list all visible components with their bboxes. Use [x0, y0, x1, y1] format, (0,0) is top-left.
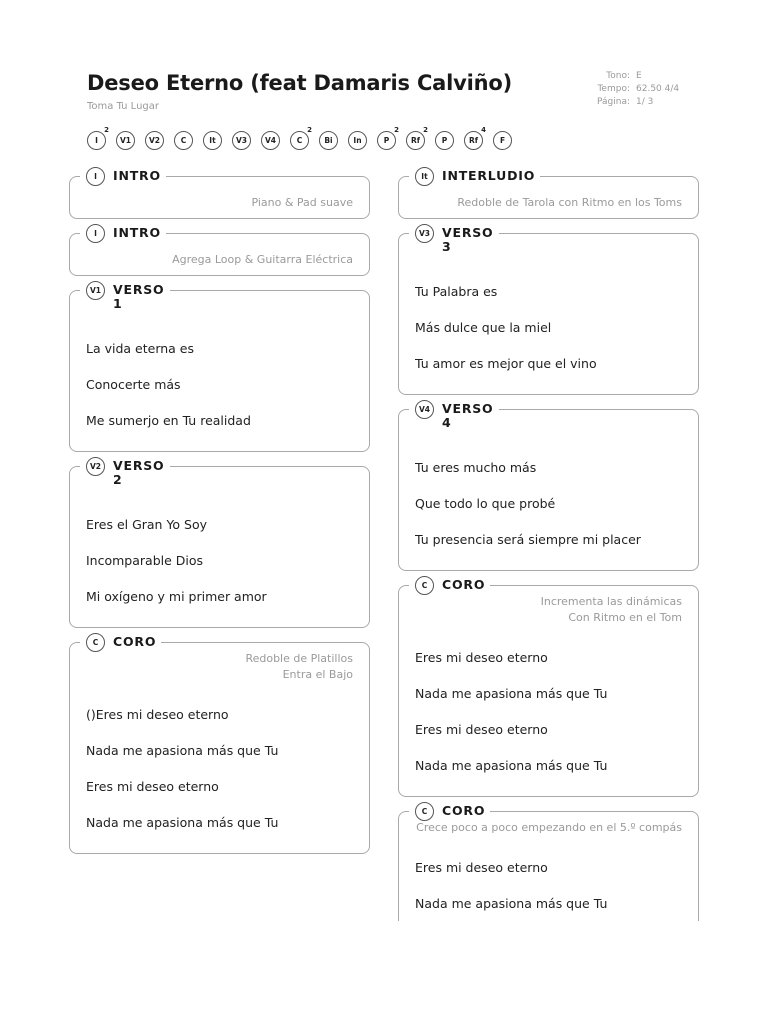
lyrics-block — [415, 640, 607, 784]
section-note — [457, 195, 682, 211]
lyrics-block — [86, 331, 251, 439]
section-card — [69, 225, 370, 276]
section-name: VERSO 4 — [442, 401, 494, 430]
key-label: Tono: — [606, 71, 630, 81]
lyric-line: Que todo lo que probé — [415, 496, 556, 511]
section-name: VERSO 3 — [442, 225, 494, 254]
section-name: CORO — [442, 803, 486, 818]
note-line: Agrega Loop & Guitarra Eléctrica — [172, 253, 353, 266]
lyric-line: Nada me apasiona más que Tu — [415, 896, 608, 911]
lyric-line: Eres el Gran Yo Soy — [86, 517, 208, 532]
tempo-value: 62.50 4/4 — [636, 84, 680, 94]
key-row — [590, 70, 679, 83]
page-row — [590, 96, 679, 109]
roadmap-chip[interactable]: P 2 — [377, 131, 396, 150]
section-badge: It — [415, 167, 434, 186]
roadmap-chip[interactable]: In — [348, 131, 367, 150]
lyric-line: Incomparable Dios — [86, 553, 204, 568]
right-column — [398, 168, 699, 921]
song-meta — [590, 70, 679, 109]
section-name: INTERLUDIO — [442, 168, 536, 183]
key-value: E — [636, 71, 642, 81]
section-header — [80, 281, 170, 311]
lyric-line: Nada me apasiona más que Tu — [415, 758, 608, 773]
roadmap-chip[interactable]: I 2 — [87, 131, 106, 150]
lyric-line: Me sumerjo en Tu realidad — [86, 413, 251, 428]
section-badge: V2 — [86, 457, 105, 476]
section-header — [80, 167, 166, 186]
lyric-line: Nada me apasiona más que Tu — [86, 743, 279, 758]
roadmap-chip[interactable]: C 2 — [290, 131, 309, 150]
roadmap-chip[interactable]: V2 — [145, 131, 164, 150]
section-card — [69, 282, 370, 452]
section-header — [409, 400, 499, 430]
lyric-line: Eres mi deseo eterno — [86, 779, 219, 794]
roadmap-chip[interactable]: It — [203, 131, 222, 150]
lyric-line: Nada me apasiona más que Tu — [415, 686, 608, 701]
note-line: Redoble de Tarola con Ritmo en los Toms — [457, 196, 682, 209]
note-line: Entra el Bajo — [282, 668, 353, 681]
section-header — [409, 224, 499, 254]
roadmap-chip[interactable]: V1 — [116, 131, 135, 150]
note-line: Piano & Pad suave — [251, 196, 353, 209]
section-note — [251, 195, 353, 211]
section-name: VERSO 2 — [113, 458, 165, 487]
section-badge: V4 — [415, 400, 434, 419]
lyric-line: Nada me apasiona más que Tu — [86, 815, 279, 830]
lyric-line: Tu amor es mejor que el vino — [415, 356, 597, 371]
lyric-line: Tu eres mucho más — [415, 460, 537, 475]
roadmap-chip[interactable]: Rf 4 — [464, 131, 483, 150]
note-line: Incrementa las dinámicas — [540, 595, 682, 608]
section-card — [398, 803, 699, 921]
section-name: VERSO 1 — [113, 282, 165, 311]
section-header — [409, 802, 490, 821]
lyric-line: Más dulce que la miel — [415, 320, 552, 335]
lyric-line: Eres mi deseo eterno — [415, 860, 548, 875]
lyrics-block — [86, 697, 278, 841]
roadmap-chip[interactable]: Bi — [319, 131, 338, 150]
lyrics-block — [86, 507, 267, 615]
roadmap-chip[interactable]: P — [435, 131, 454, 150]
section-note — [541, 594, 682, 626]
lyric-line: Tu presencia será siempre mi placer — [415, 532, 641, 547]
section-note — [416, 820, 682, 836]
page-value: 1/ 3 — [636, 97, 654, 107]
lyric-line: La vida eterna es — [86, 341, 194, 356]
repeat-count: 2 — [423, 126, 428, 134]
section-name: CORO — [442, 577, 486, 592]
section-badge: C — [415, 802, 434, 821]
lyric-line: Eres mi deseo eterno — [415, 650, 548, 665]
section-name: INTRO — [113, 225, 161, 240]
lyric-line: Tu Palabra es — [415, 284, 498, 299]
section-badge: C — [86, 633, 105, 652]
section-header — [409, 167, 540, 186]
lyric-line: ()Eres mi deseo eterno — [86, 707, 229, 722]
lyrics-block — [415, 850, 607, 922]
roadmap-chip[interactable]: V4 — [261, 131, 280, 150]
section-badge: I — [86, 167, 105, 186]
left-column — [69, 168, 370, 868]
section-card — [398, 401, 699, 571]
section-card — [69, 168, 370, 219]
section-badge: I — [86, 224, 105, 243]
section-header — [409, 576, 490, 595]
roadmap-chip[interactable]: V3 — [232, 131, 251, 150]
note-line: Redoble de Platillos — [245, 652, 353, 665]
repeat-count: 2 — [307, 126, 312, 134]
note-line: Crece poco a poco empezando en el 5.º compás — [416, 821, 682, 834]
section-badge: C — [415, 576, 434, 595]
note-line: Con Ritmo en el Tom — [568, 611, 682, 624]
lyric-line: Conocerte más — [86, 377, 181, 392]
section-header — [80, 224, 166, 243]
section-note — [172, 252, 353, 268]
section-card — [69, 634, 370, 854]
artist-name: Toma Tu Lugar — [87, 101, 160, 112]
roadmap-chip[interactable]: Rf 2 — [406, 131, 425, 150]
page-label: Página: — [596, 97, 630, 107]
section-note — [245, 651, 353, 683]
section-badge: V1 — [86, 281, 105, 300]
section-name: CORO — [113, 634, 157, 649]
lyrics-block — [415, 274, 597, 382]
section-badge: V3 — [415, 224, 434, 243]
section-card — [398, 168, 699, 219]
section-name: INTRO — [113, 168, 161, 183]
section-card — [398, 577, 699, 797]
section-card — [398, 225, 699, 395]
lyric-line: Mi oxígeno y mi primer amor — [86, 589, 267, 604]
tempo-label: Tempo: — [597, 84, 630, 94]
song-title: Deseo Eterno (feat Damaris Calviño) — [87, 71, 512, 95]
lyrics-block — [415, 450, 641, 558]
lyric-line: Eres mi deseo eterno — [415, 722, 548, 737]
section-roadmap — [87, 126, 512, 150]
section-card — [69, 458, 370, 628]
roadmap-chip[interactable]: C — [174, 131, 193, 150]
tempo-row — [590, 83, 679, 96]
repeat-count: 2 — [394, 126, 399, 134]
repeat-count: 4 — [481, 126, 486, 134]
section-header — [80, 633, 161, 652]
section-header — [80, 457, 170, 487]
roadmap-chip[interactable]: F — [493, 131, 512, 150]
repeat-count: 2 — [104, 126, 109, 134]
